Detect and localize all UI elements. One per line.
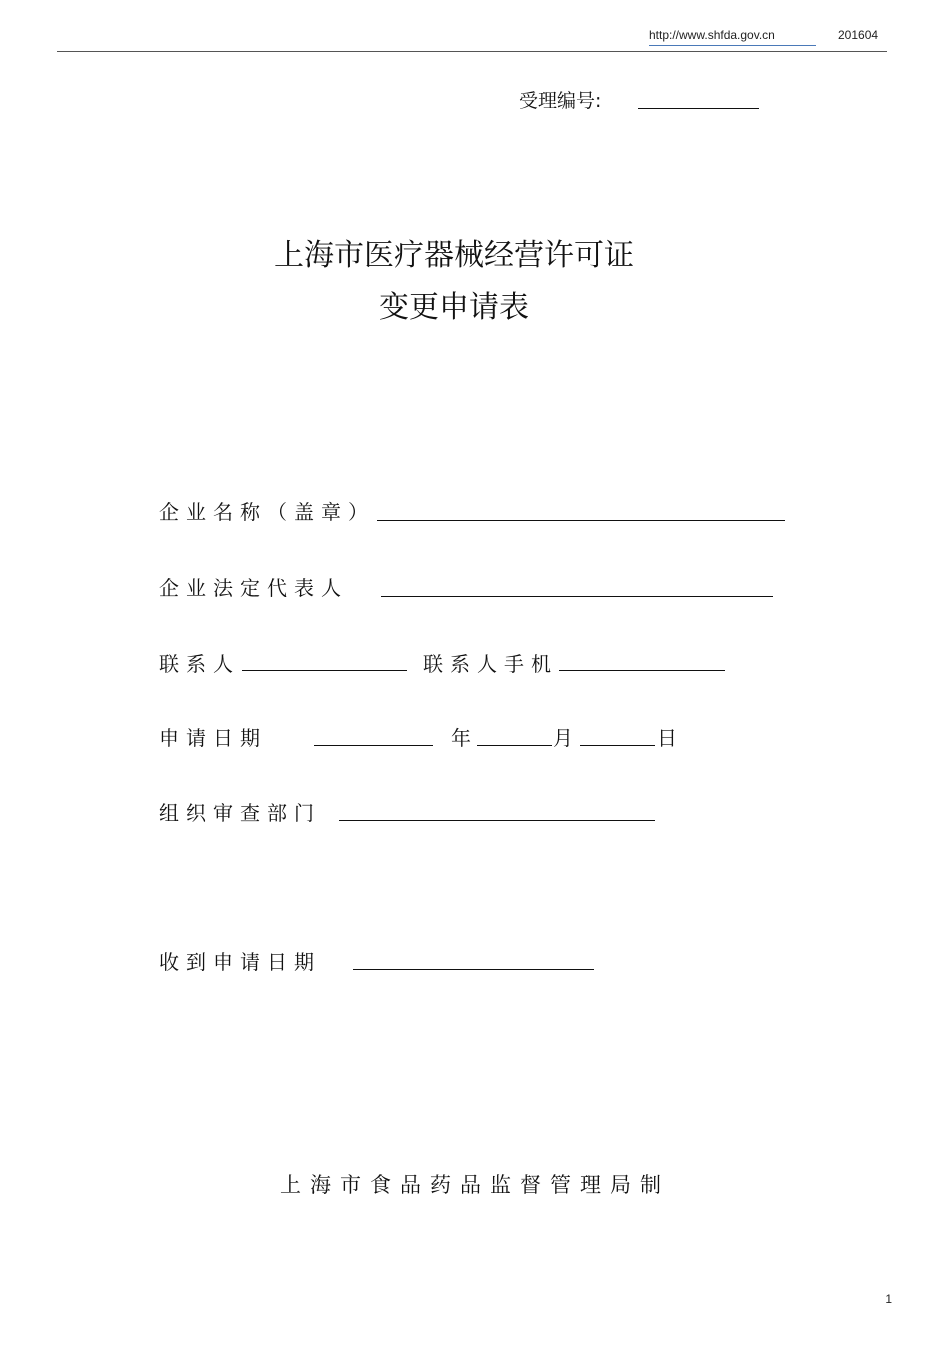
month-label: 月 (553, 726, 573, 750)
received-date-field[interactable] (353, 969, 594, 970)
acceptance-number-label: 受理编号: (519, 90, 602, 112)
page-number: 1 (885, 1292, 892, 1306)
header-url-link[interactable]: http://www.shfda.gov.cn (649, 28, 775, 42)
acceptance-number-field[interactable] (638, 108, 759, 109)
contact-person-field[interactable] (242, 670, 407, 671)
header-rule (57, 51, 887, 52)
application-month-field[interactable] (477, 745, 552, 746)
contact-person-label: 联系人 (159, 652, 240, 676)
application-day-field[interactable] (580, 745, 655, 746)
application-date-label: 申请日期 (159, 726, 267, 750)
company-name-label: 企业名称（盖章） (159, 500, 375, 524)
legal-representative-label: 企业法定代表人 (159, 576, 348, 600)
document-title: 上海市医疗器械经营许可证 (274, 238, 634, 273)
header-url-underline (649, 45, 816, 46)
legal-representative-field[interactable] (381, 596, 773, 597)
received-date-label: 收到申请日期 (159, 950, 321, 974)
document-subtitle: 变更申请表 (379, 290, 529, 325)
review-department-field[interactable] (339, 820, 655, 821)
application-year-field[interactable] (314, 745, 433, 746)
contact-phone-field[interactable] (559, 670, 725, 671)
company-name-field[interactable] (377, 520, 785, 521)
header-form-code: 201604 (838, 28, 879, 42)
year-label: 年 (451, 726, 471, 750)
day-label: 日 (657, 726, 677, 750)
review-department-label: 组织审查部门 (159, 801, 321, 825)
issuing-agency: 上海市食品药品监督管理局制 (280, 1173, 670, 1197)
contact-phone-label: 联系人手机 (423, 652, 558, 676)
